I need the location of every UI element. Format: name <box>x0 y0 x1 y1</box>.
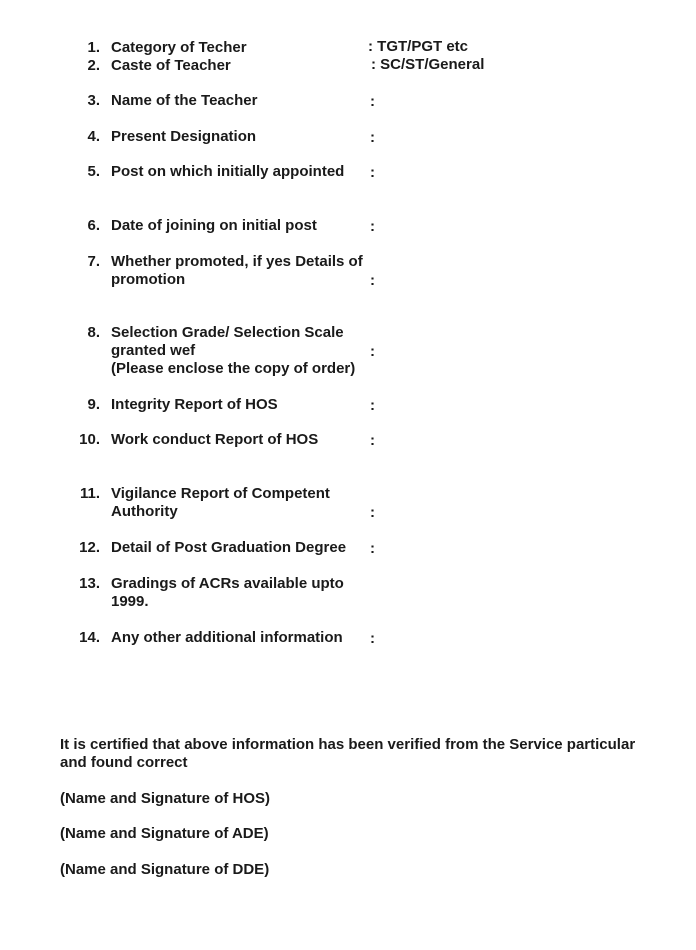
item-value <box>368 38 468 56</box>
item-label: Any other additional information <box>111 629 343 646</box>
signature-ade: (Name and Signature of ADE) <box>60 825 269 842</box>
item-colon: : <box>370 630 375 647</box>
certification-line: and found correct <box>60 754 188 771</box>
item-colon: : <box>370 397 375 414</box>
item-number: 1. <box>87 39 100 56</box>
item-number: 7. <box>87 253 100 270</box>
signature-hos: (Name and Signature of HOS) <box>60 790 271 807</box>
item-number: 3. <box>87 92 100 109</box>
item-label-cont: granted wef <box>111 342 196 359</box>
item-number: 14. <box>79 629 100 646</box>
item-label-cont: promotion <box>111 271 186 288</box>
item-colon: : <box>370 432 375 449</box>
item-label: Name of the Teacher <box>111 92 258 109</box>
item-label: Gradings of ACRs available upto <box>111 575 344 592</box>
item-number: 2. <box>87 57 100 74</box>
item-label-cont: Authority <box>111 503 178 520</box>
item-label: Post on which initially appointed <box>111 163 345 180</box>
signature-dde: (Name and Signature of DDE) <box>60 861 270 878</box>
item-number: 11. <box>79 485 100 502</box>
item-colon: : <box>370 129 375 146</box>
item-number: 9. <box>87 396 100 413</box>
item-number: 5. <box>87 163 100 180</box>
item-value-text: SC/ST/General <box>380 56 485 73</box>
item-colon: : <box>371 56 376 73</box>
item-label-note: (Please enclose the copy of order) <box>111 360 356 377</box>
item-number: 10. <box>79 431 100 448</box>
item-colon: : <box>370 218 375 235</box>
certification-line: It is certified that above information has been verified from the Service particular <box>60 736 636 753</box>
item-label-cont: 1999. <box>111 593 149 610</box>
item-value-text: TGT/PGT etc <box>377 38 469 55</box>
item-colon: : <box>368 38 373 55</box>
item-number: 12. <box>79 539 100 556</box>
item-label: Category of Techer <box>111 39 247 56</box>
item-colon: : <box>370 504 375 521</box>
item-label: Work conduct Report of HOS <box>111 431 319 448</box>
item-number: 8. <box>87 324 100 341</box>
item-colon: : <box>370 343 375 360</box>
item-label: Selection Grade/ Selection Scale <box>111 324 344 341</box>
item-colon: : <box>370 540 375 557</box>
item-number: 6. <box>87 217 100 234</box>
item-label: Caste of Teacher <box>111 57 231 74</box>
item-value <box>371 56 484 74</box>
item-label: Detail of Post Graduation Degree <box>111 539 347 556</box>
item-label: Present Designation <box>111 128 257 145</box>
item-number: 4. <box>87 128 100 145</box>
item-number: 13. <box>79 575 100 592</box>
item-label: Vigilance Report of Competent <box>111 485 330 502</box>
item-colon: : <box>370 164 375 181</box>
item-label: Integrity Report of HOS <box>111 396 278 413</box>
item-label: Whether promoted, if yes Details of <box>111 253 363 270</box>
item-colon: : <box>370 272 375 289</box>
item-label: Date of joining on initial post <box>111 217 317 234</box>
item-colon: : <box>370 93 375 110</box>
